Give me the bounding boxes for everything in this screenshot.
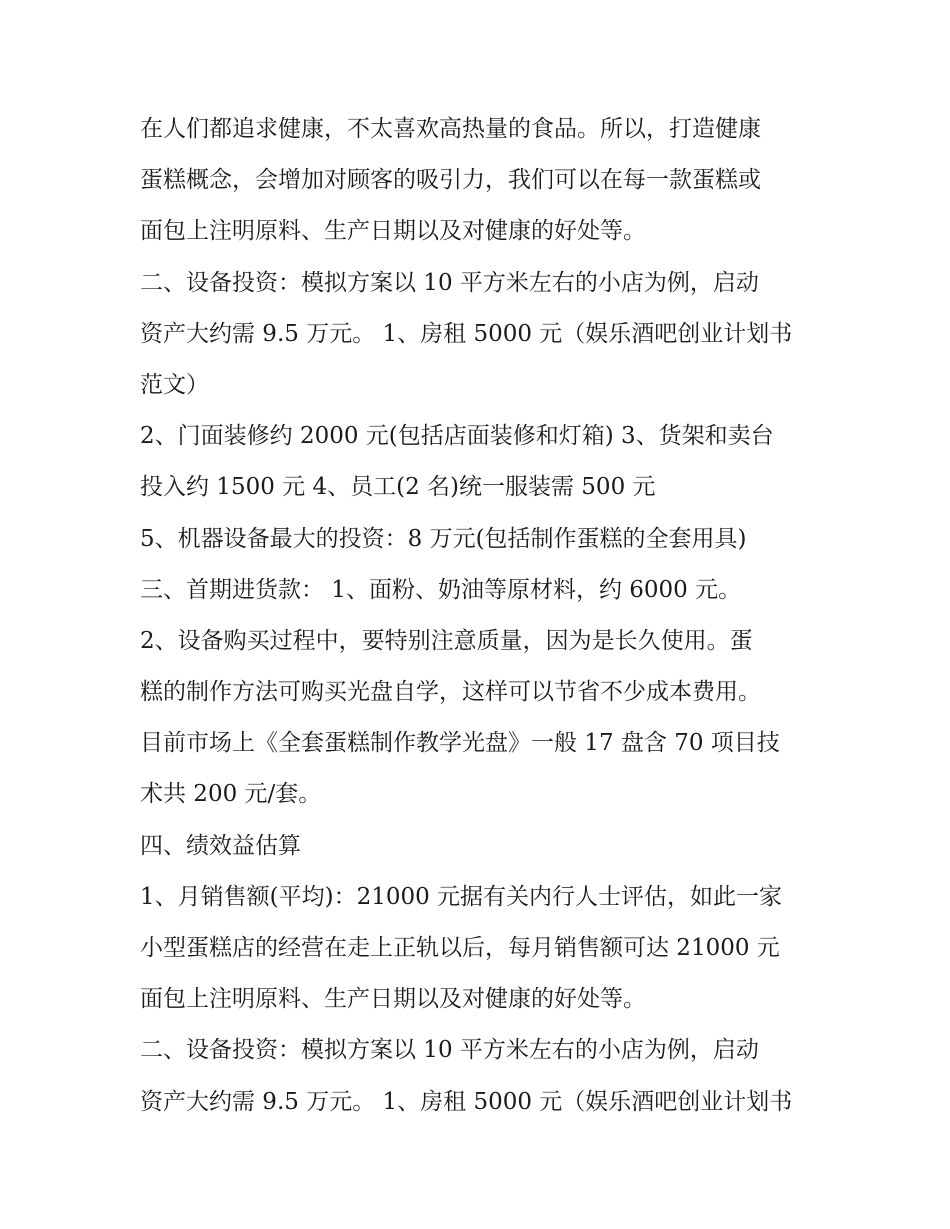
document-body <box>140 104 820 1128</box>
text-line: 三、首期进货款： 1、面粉、奶油等原材料，约 6000 元。 <box>140 576 742 603</box>
text-line: 5、机器设备最大的投资：8 万元(包括制作蛋糕的全套用具) <box>140 525 747 552</box>
text-line: 目前市场上《全套蛋糕制作教学光盘》一般 17 盘含 70 项目技 <box>140 730 780 757</box>
text-line: 糕的制作方法可购买光盘自学，这样可以节省不少成本费用。 <box>140 679 761 706</box>
text-line: 二、设备投资：模拟方案以 10 平方米左右的小店为例，启动 <box>140 269 759 296</box>
text-line: 2、门面装修约 2000 元(包括店面装修和灯箱) 3、货架和卖台 <box>140 423 774 450</box>
text-line: 范文） <box>140 371 209 398</box>
text-line: 面包上注明原料、生产日期以及对健康的好处等。 <box>140 218 646 245</box>
text-line: 在人们都追求健康，不太喜欢高热量的食品。所以，打造健康 <box>140 116 761 142</box>
text-line: 面包上注明原料、生产日期以及对健康的好处等。 <box>140 986 646 1013</box>
text-line: 资产大约需 9.5 万元。 1、房租 5000 元（娱乐酒吧创业计划书 <box>140 320 793 347</box>
text-line: 蛋糕概念，会增加对顾客的吸引力，我们可以在每一款蛋糕或 <box>140 167 761 194</box>
text-line: 二、设备投资：模拟方案以 10 平方米左右的小店为例，启动 <box>140 1037 759 1064</box>
text-line: 四、绩效益估算 <box>140 832 301 859</box>
text-line: 2、设备购买过程中，要特别注意质量，因为是长久使用。蛋 <box>140 627 753 654</box>
text-line: 术共 200 元/套。 <box>140 781 322 808</box>
text-line: 小型蛋糕店的经营在走上正轨以后，每月销售额可达 21000 元 <box>140 935 780 961</box>
text-line: 投入约 1500 元 4、员工(2 名)统一服装需 500 元 <box>140 474 656 501</box>
text-line: 1、月销售额(平均)：21000 元据有关内行人士评估，如此一家 <box>140 883 783 910</box>
text-line: 资产大约需 9.5 万元。 1、房租 5000 元（娱乐酒吧创业计划书 <box>140 1088 793 1115</box>
